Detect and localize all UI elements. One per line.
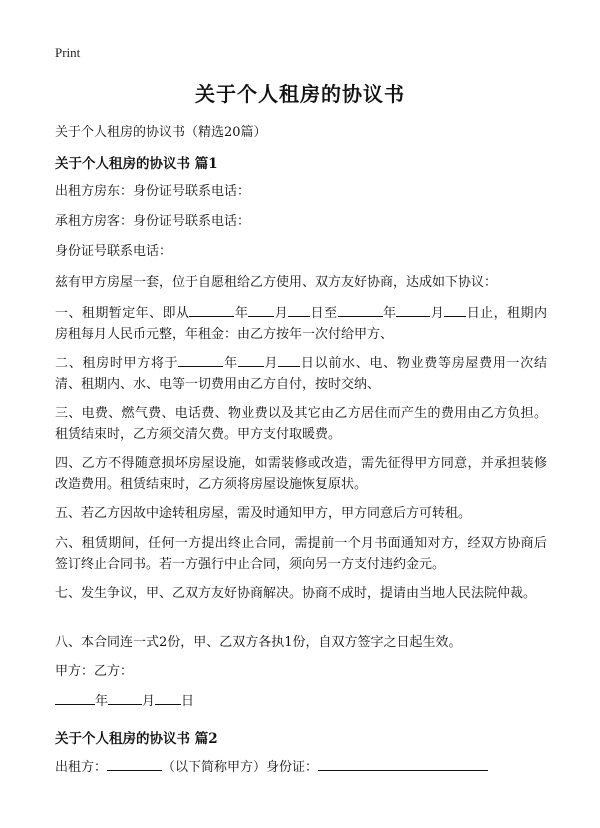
document-subtitle: 关于个人租房的协议书（精选20篇） [55, 125, 267, 140]
clause-7: 七、发生争议，甲、乙双方友好协商解决。协商不成时，提请由当地人民法院仲裁。 [55, 586, 537, 601]
clause-2: 二、租房时甲方将于 年 月 日以前水、电、物业费等房屋费用一次结清、租期内、水、电等一切费用由乙方自付，按时交纳、 [55, 356, 547, 392]
lessee-line: 承租方房客：身份证号联系电话： [55, 214, 251, 229]
print-link[interactable]: Print [55, 45, 81, 60]
party-signatures: 甲方：乙方： [55, 664, 134, 679]
clause-5: 五、若乙方因故中途转租房屋，需及时通知甲方，甲方同意后方可转租。 [55, 506, 472, 521]
signing-date: 年 月 日 [55, 691, 547, 712]
clause-3: 三、电费、燃气费、电话费、物业费以及其它由乙方居住而产生的费用由乙方负担。租赁结束时，乙方须交清欠费。甲方支付取暖费。 [55, 406, 547, 442]
section-heading-2: 关于个人租房的协议书 篇2 [55, 731, 218, 747]
page-title: 关于个人租房的协议书 [195, 82, 405, 106]
clause-1: 一、租期暂定年、即从 年 月 日至 年 月 日止，租期内房租每月人民币元整，年租金：由乙方按年一次付给甲方、 [55, 306, 547, 342]
clause-4: 四、乙方不得随意损坏房屋设施，如需装修或改造，需先征得甲方同意，并承担装修改造费用。租赁结束时，乙方须将房屋设施恢复原状。 [55, 456, 547, 492]
lessor-line: 出租方房东：身份证号联系电话： [55, 184, 251, 199]
id-contact-line: 身份证号联系电话： [55, 244, 173, 259]
intro-paragraph: 兹有甲方房屋一套，位于自愿租给乙方使用、双方友好协商，达成如下协议： [55, 275, 498, 290]
clause-6: 六、租赁期间，任何一方提出终止合同，需提前一个月书面通知对方，经双方协商后签订终止合同书。若一方强行中止合同，须向另一方支付违约金元。 [55, 536, 547, 572]
section-heading-1: 关于个人租房的协议书 篇1 [55, 156, 218, 172]
clause-8: 八、本合同连一式2份，甲、乙双方各执1份，自双方签字之日起生效。 [55, 635, 462, 650]
section2-lessor-line: 出租方： （以下简称甲方）身份证： [55, 757, 547, 778]
